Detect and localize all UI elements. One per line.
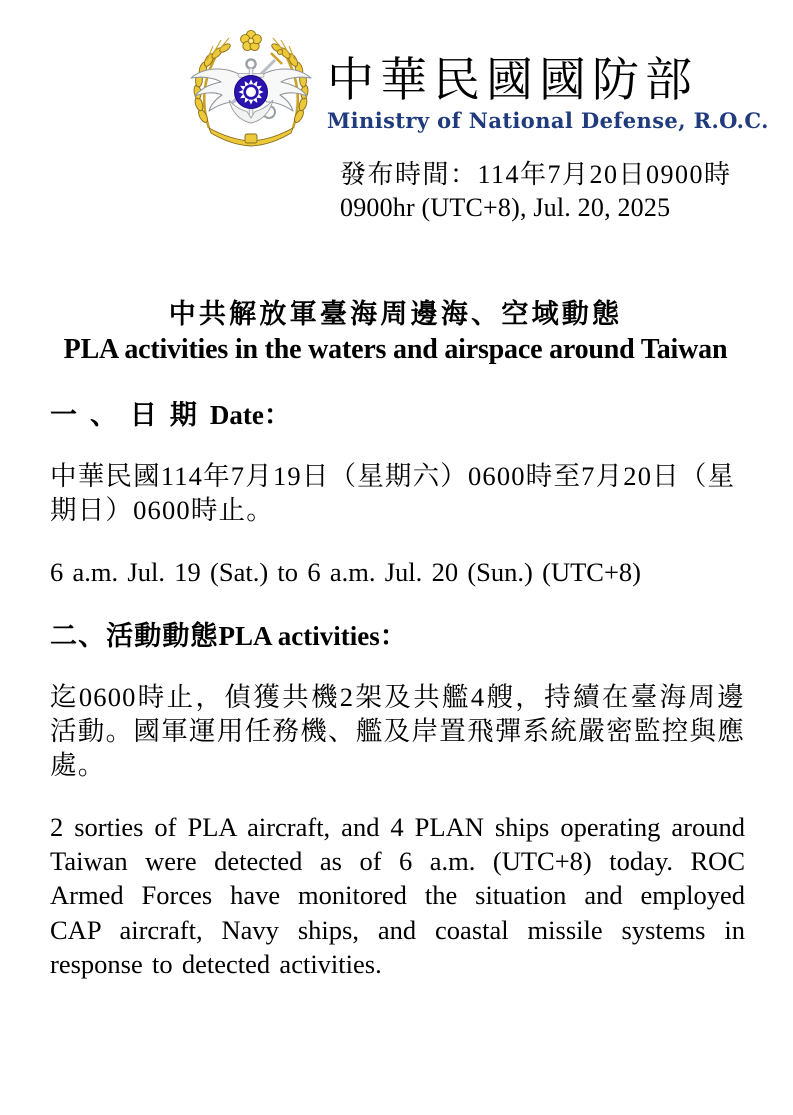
section-activities-heading: [50, 619, 745, 654]
document-title: [48, 297, 743, 368]
activities-paragraph-en: 2 sorties of PLA aircraft, and 4 PLAN ships operating around Taiwan were detected as of 6 a.m. (UTC+8) today. ROC Armed Forces have monitored the situation and employed CAP aircraft, Navy ships, and coastal missile systems in response to detected activities.: [50, 812, 745, 979]
section-date-heading: [50, 398, 745, 433]
release-time-block: [340, 158, 745, 225]
release-time-zh: 發布時間：114年7月20日0900時: [340, 160, 732, 189]
mnd-roc-emblem-icon: [185, 26, 317, 148]
section-date-heading-zh: 一、日期: [50, 400, 210, 431]
section-date-heading-en: Date：: [209, 400, 291, 431]
agency-identity: [327, 54, 769, 134]
release-time-en: 0900hr (UTC+8), Jul. 20, 2025: [340, 193, 671, 223]
document-body: [50, 398, 745, 981]
activities-paragraph-zh: 迄0600時止，偵獲共機2架及共艦4艘，持續在臺海周邊活動。國軍運用任務機、艦及岸置飛彈系統嚴密監控與應處。: [50, 681, 745, 780]
section-activities: [50, 619, 745, 981]
masthead: [0, 0, 793, 148]
section-date: [50, 398, 745, 589]
document-title-zh: 中共解放軍臺海周邊海、空域動態: [168, 298, 623, 329]
date-paragraph-en: 6 a.m. Jul. 19 (Sat.) to 6 a.m. Jul. 20 (Sun.) (UTC+8): [50, 556, 641, 587]
agency-name-zh: 中華民國國防部: [327, 54, 698, 107]
agency-name-en: Ministry of National Defense, R.O.C.: [327, 108, 769, 134]
section-activities-heading-zh: 二、活動動態: [50, 621, 219, 652]
document-title-en: PLA activities in the waters and airspace around Taiwan: [63, 333, 728, 365]
section-activities-heading-en: PLA activities：: [218, 621, 407, 652]
date-paragraph-zh: 中華民國114年7月19日（星期六）0600時至7月20日（星期日）0600時止。: [50, 460, 736, 525]
